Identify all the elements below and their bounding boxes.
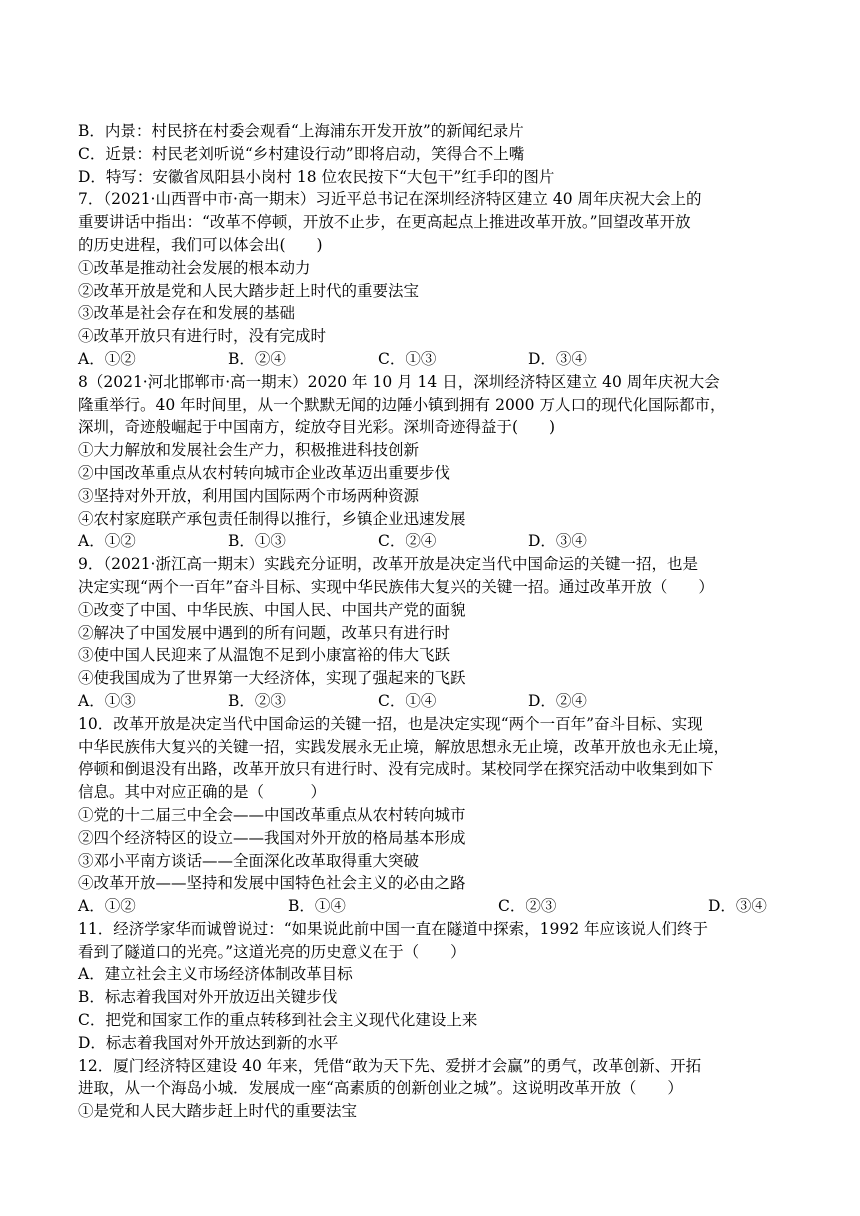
statement-item: ③改革是社会存在和发展的基础 — [78, 304, 296, 323]
option-c: C．把党和国家工作的重点转移到社会主义现代化建设上来 — [78, 1011, 478, 1030]
question-stem: 10．改革开放是决定当代中国命运的关键一招，也是决定实现“两个一百年”奋斗目标、实现 — [78, 714, 703, 733]
question-10 — [78, 713, 793, 918]
statement-item: ④改革开放——坚持和发展中国特色社会主义的必由之路 — [78, 874, 466, 893]
choice-a: A．①③ — [78, 691, 136, 710]
statement-item: ④农村家庭联产承包责任制得以推行，乡镇企业迅速发展 — [78, 509, 466, 528]
question-stem: 隆重举行。40 年时间里，从一个默默无闻的边陲小镇到拥有 2000 万人口的现代化国际都市， — [78, 395, 726, 414]
question-stem: 深圳，奇迹般崛起于中国南方，绽放夺目光彩。深圳奇迹得益于( ) — [78, 418, 556, 437]
question-7 — [78, 188, 793, 370]
choice-d: D．③④ — [708, 897, 767, 916]
choice-a: A．①② — [78, 349, 136, 368]
answer-choices — [78, 895, 793, 918]
statement-item: ①党的十二届三中全会——中国改革重点从农村转向城市 — [78, 805, 466, 824]
choice-d: D．③④ — [528, 349, 587, 368]
statement-item: ①改革是推动社会发展的根本动力 — [78, 258, 311, 277]
option-a: A．建立社会主义市场经济体制改革目标 — [78, 965, 353, 984]
choice-b: B．②④ — [228, 349, 286, 368]
statement-item: ②中国改革重点从农村转向城市企业改革迈出重要步伐 — [78, 463, 451, 482]
option-b: B．内景：村民挤在村委会观看“上海浦东开发开放”的新闻纪录片 — [78, 122, 524, 140]
question-11 — [78, 918, 793, 1055]
statement-item: ③邓小平南方谈话——全面深化改革取得重大突破 — [78, 851, 420, 870]
statement-item: ①大力解放和发展社会生产力，积极推进科技创新 — [78, 441, 420, 460]
question-stem: 7．（2021·山西晋中市·高一期末）习近平总书记在深圳经济特区建立 40 周年庆祝大会上的 — [78, 190, 702, 209]
choice-c: C．①④ — [378, 691, 437, 710]
statement-item: ②改革开放是党和人民大踏步赶上时代的重要法宝 — [78, 281, 420, 300]
choice-c: C．②③ — [498, 897, 557, 916]
question-6-options — [78, 120, 793, 188]
question-stem: 11．经济学家华而诚曾说过：“如果说此前中国一直在隧道中探索，1992 年应该说人们终于 — [78, 919, 709, 938]
choice-c: C．①③ — [378, 349, 437, 368]
answer-choices — [78, 348, 793, 371]
answer-choices — [78, 530, 793, 553]
statement-item: ①改变了中国、中华民族、中国人民、中国共产党的面貌 — [78, 600, 466, 619]
answer-choices — [78, 690, 793, 713]
question-12 — [78, 1055, 793, 1123]
question-stem: 进取，从一个海岛小城．发展成一座“高素质的创新创业之城”。这说明改革开放（ ） — [78, 1079, 683, 1098]
question-stem: 8（2021·河北邯郸市·高一期末）2020 年 10 月 14 日，深圳经济特区建立 40 周年庆祝大会 — [78, 372, 720, 391]
choice-b: B．②③ — [228, 691, 286, 710]
choice-a: A．①② — [78, 897, 136, 916]
option-c: C．近景：村民老刘听说“乡村建设行动”即将启动，笑得合不上嘴 — [78, 144, 525, 163]
question-8 — [78, 371, 793, 553]
statement-item: ④改革开放只有进行时，没有完成时 — [78, 327, 327, 346]
choice-a: A．①② — [78, 532, 136, 551]
question-stem: 的历史进程，我们可以体会出( ) — [78, 235, 323, 254]
choice-d: D．③④ — [528, 532, 587, 551]
question-stem: 看到了隧道口的光亮。”这道光亮的历史意义在于（ ） — [78, 942, 466, 961]
option-d: D．标志着我国对外开放达到新的水平 — [78, 1033, 339, 1052]
question-stem: 9．（2021·浙江高一期末）实践充分证明，改革开放是决定当代中国命运的关键一招，也是 — [78, 555, 698, 574]
choice-b: B．①③ — [228, 532, 286, 551]
question-stem: 决定实现“两个一百年”奋斗目标、实现中华民族伟大复兴的关键一招。通过改革开放（ ） — [78, 577, 714, 596]
choice-b: B．①④ — [288, 897, 346, 916]
option-d: D．特写：安徽省凤阳县小岗村 18 位农民按下“大包干”红手印的图片 — [78, 167, 555, 186]
question-stem: 信息。其中对应正确的是（ ） — [78, 783, 327, 802]
question-stem: 中华民族伟大复兴的关键一招，实践发展永无止境，解放思想永无止境，改革开放也永无止境， — [78, 737, 730, 756]
choice-d: D．②④ — [528, 691, 587, 710]
document-body — [78, 120, 793, 1123]
statement-item: ①是党和人民大踏步赶上时代的重要法宝 — [78, 1102, 358, 1121]
question-stem: 12．厦门经济特区建设 40 年来，凭借“敢为天下先、爱拼才会赢”的勇气，改革创新、开拓 — [78, 1056, 702, 1075]
question-9 — [78, 553, 793, 713]
question-stem: 停顿和倒退没有出路，改革开放只有进行时、没有完成时。某校同学在探究活动中收集到如下 — [78, 760, 714, 779]
statement-item: ③坚持对外开放，利用国内国际两个市场两种资源 — [78, 486, 420, 505]
statement-item: ④使我国成为了世界第一大经济体，实现了强起来的飞跃 — [78, 669, 466, 688]
statement-item: ③使中国人民迎来了从温饱不足到小康富裕的伟大飞跃 — [78, 646, 451, 665]
statement-item: ②解决了中国发展中遇到的所有问题，改革只有进行时 — [78, 623, 451, 642]
statement-item: ②四个经济特区的设立——我国对外开放的格局基本形成 — [78, 828, 466, 847]
question-stem: 重要讲话中指出：“改革不停顿，开放不止步，在更高起点上推进改革开放。”回望改革开放 — [78, 213, 691, 232]
option-b: B．标志着我国对外开放迈出关键步伐 — [78, 988, 338, 1007]
choice-c: C．②④ — [378, 532, 437, 551]
